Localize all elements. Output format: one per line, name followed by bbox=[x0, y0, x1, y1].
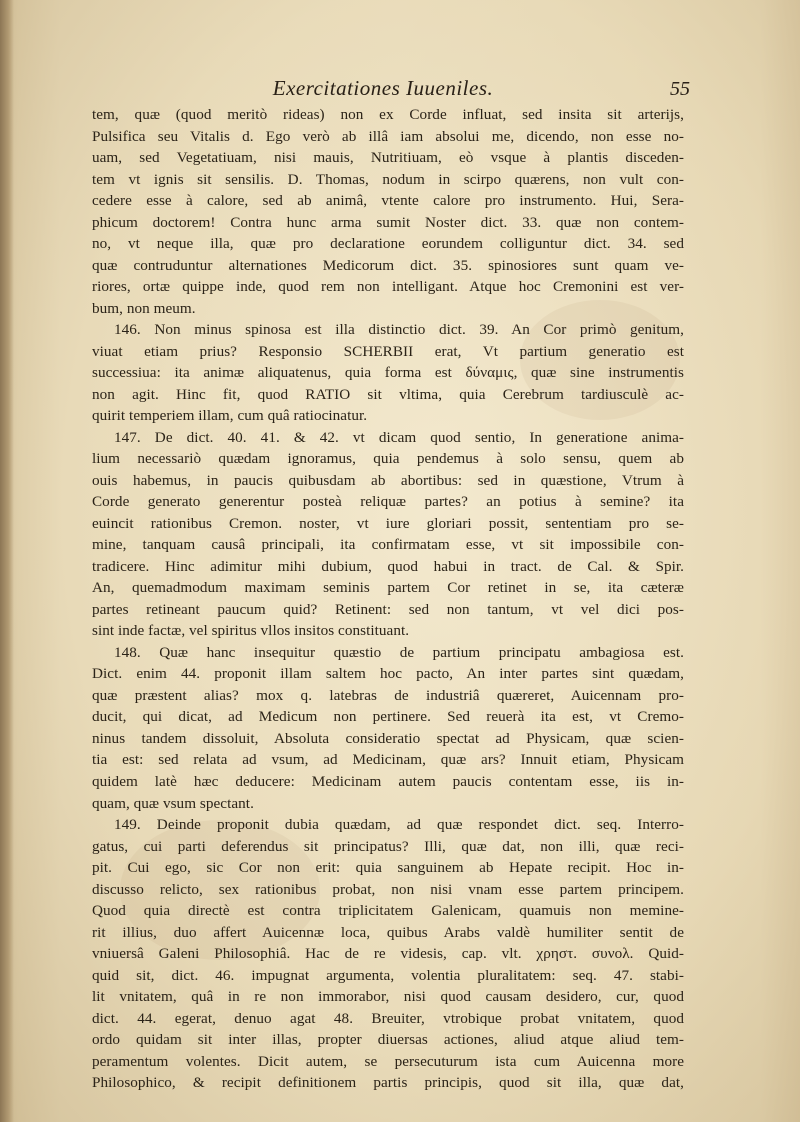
text-line: phicum doctorem! Contra hunc arma sumit Noster dict. 33. quæ non contem- bbox=[92, 213, 684, 231]
text-line: successiua: ita animæ aliquatenus, quia forma est δύναμις, quæ sine instrumentis bbox=[92, 364, 684, 382]
page-number: 55 bbox=[670, 78, 690, 100]
text-line: ordo quidam sit inter illas, propter diuersas actiones, aliud atque aliud tem- bbox=[92, 1031, 684, 1049]
text-line: peramentum volentes. Dicit autem, se persecuturum ista cum Auicenna more bbox=[92, 1052, 684, 1070]
text-line: quirit temperiem illam, cum quâ ratiocinatur. bbox=[92, 407, 368, 425]
text-line: Philosophico, & recipit definitionem partis principis, quod sit illa, quæ dat, bbox=[92, 1074, 684, 1092]
text-line: quidem latè hæc deducere: Medicinam autem paucis contentam esse, iis in- bbox=[92, 772, 684, 790]
text-line: sint inde factæ, vel spiritus vllos insitos constituant. bbox=[92, 622, 410, 640]
text-line: ducit, qui dicat, ad Medicum non pertinere. Sed reuerà ita est, vt Cremo- bbox=[92, 708, 684, 726]
text-line: Pulsifica seu Vitalis d. Ego verò ab illâ iam absolui me, dicendo, non esse no- bbox=[92, 127, 684, 145]
text-line: 149. Deinde proponit dubia quædam, ad quæ respondet dict. seq. Interro- bbox=[114, 816, 684, 834]
text-line: 147. De dict. 40. 41. & 42. vt dicam quod sentio, In generatione anima- bbox=[114, 428, 684, 446]
text-line: quam, quæ vsum spectant. bbox=[92, 794, 254, 812]
page-header bbox=[78, 76, 688, 104]
text-line: Quod quia directè est contra triplicitatem Galenicam, quamuis non meminе- bbox=[92, 902, 684, 920]
text-line: tradicere. Hinc adimitur mihi dubium, quod habui in tract. de Cal. & Spir. bbox=[92, 557, 684, 575]
text-line: tia est: sed relata ad vsum, ad Medicinam, quæ ars? Innuit etiam, Physicam bbox=[92, 751, 684, 769]
text-line: pit. Cui ego, sic Cor non erit: quia sanguinem ab Hepate recipit. Hoc in- bbox=[92, 859, 684, 877]
text-line: uam, sed Vegetatiuam, nisi mauis, Nutritiuam, eò vsque à plantis disceden- bbox=[92, 149, 684, 167]
text-line: vniuersâ Galeni Philosophiâ. Hac de re videsis, cap. vlt. χρηστ. συνολ. Quid- bbox=[92, 945, 684, 963]
text-line: quæ contruduntur alternationes Medicorum dict. 35. spinosiores sunt quam ve- bbox=[92, 256, 684, 274]
text-line: 146. Non minus spinosa est illa distinctio dict. 39. An Cor primò genitum, bbox=[114, 321, 684, 339]
text-line: quid sit, dict. 46. impugnat argumenta, volentia pluralitatem: seq. 47. stabi- bbox=[92, 966, 684, 984]
text-line: rit illius, duo affert Auicennæ loca, quibus Arabs valdè humiliter sentit de bbox=[92, 923, 684, 941]
text-line: dict. 44. egerat, denuo agat 48. Breuiter, vtrobique probat vnitatem, quod bbox=[92, 1009, 684, 1027]
text-line: discusso relicto, sex rationibus probat, non nisi vnam esse partem principem. bbox=[92, 880, 684, 898]
text-line: tem vt ignis sit sensilis. D. Thomas, nodum in scirpo quærens, non vult con- bbox=[92, 170, 684, 188]
text-line: bum, non meum. bbox=[92, 299, 196, 317]
text-line: An, quemadmodum maximam seminis partem Cor retinet in se, ita cæteræ bbox=[92, 579, 684, 597]
text-line: cedere esse à calore, sed ab animâ, vtente calore pro instrumento. Hui, Sera- bbox=[92, 192, 684, 210]
text-line: ouis habemus, in paucis quibusdam ab abortibus: sed in quæstione, Vtrum à bbox=[92, 471, 684, 489]
text-line: ninus tandem dissoluit, Absoluta consideratio spectat ad Physicam, quæ scien- bbox=[92, 729, 684, 747]
page-gutter-shadow bbox=[0, 0, 14, 1122]
text-line: non agit. Hinc fit, quod RATIO sit vltima, quia Cerebrum tardiusculè ac- bbox=[92, 385, 684, 403]
text-line: 148. Quæ hanc insequitur quæstio de partium principatu ambagiosa est. bbox=[114, 643, 684, 661]
text-line: euincit rationibus Cremon. noster, vt iure gloriari possit, sententiam pro se- bbox=[92, 514, 684, 532]
text-line: quæ præstent alias? mox q. latebras de industriâ quæreret, Auicennam pro- bbox=[92, 686, 684, 704]
text-line: lium necessariò quædam ignoramus, quia pendemus à solo sensu, quem ab bbox=[92, 450, 684, 468]
text-line: no, vt neque illa, quæ pro declaratione eorundem colliguntur dict. 34. sed bbox=[92, 235, 684, 253]
text-line: riores, ortæ quippe inde, quod rem non intelligant. Atque hoc Cremonini est ver- bbox=[92, 278, 684, 296]
text-line: Corde generato generentur posteà reliquæ partes? an potius à semine? ita bbox=[92, 493, 684, 511]
text-line: Dict. enim 44. proponit illam saltem hoc pacto, An inter partes sint quædam, bbox=[92, 665, 684, 683]
text-line: tem, quæ (quod meritò rideas) non ex Corde influat, sed insita sit arterijs, bbox=[92, 106, 684, 123]
text-line: mine, tanquam causâ principali, ita confirmatam esse, vt sit impossibile con- bbox=[92, 536, 684, 554]
text-line: partes retineant paucum quid? Retinent: sed non tantum, vt vel dici pos- bbox=[92, 600, 684, 618]
running-title: Exercitationes Iuueniles. bbox=[272, 76, 494, 100]
text-line: gatus, cui parti deferendus sit principatus? Illi, quæ dat, non illi, quæ reci- bbox=[92, 837, 684, 855]
body-text bbox=[92, 104, 684, 1094]
text-line: viuat etiam prius? Responsio SCHERBII erat, Vt partium generatio est bbox=[92, 342, 684, 360]
text-line: lit vnitatem, quâ in re non immorabor, nisi quod causam desidero, cur, quod bbox=[92, 988, 684, 1006]
